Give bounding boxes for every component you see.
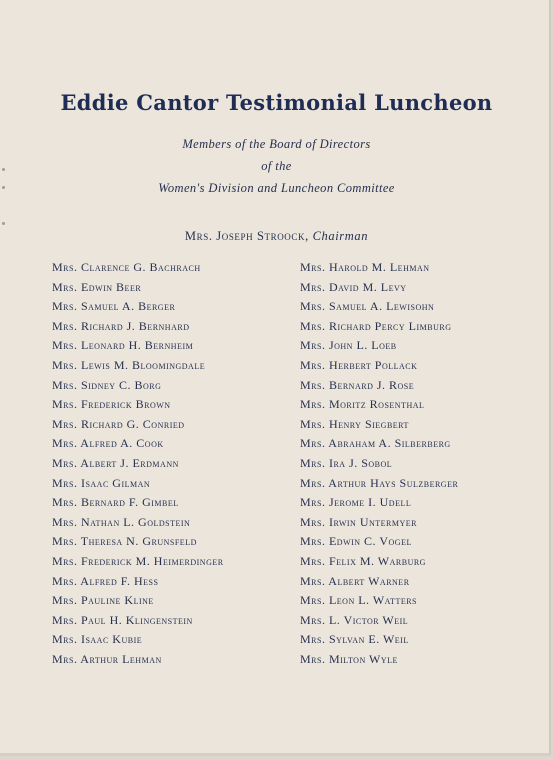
list-item: Mrs. Milton Wyle <box>300 651 398 666</box>
list-item: Mrs. Bernard J. Rose <box>300 377 415 392</box>
list-item: Mrs. Richard G. Conried <box>52 416 185 431</box>
list-item: Mrs. Alfred A. Cook <box>52 436 164 451</box>
list-item: Mrs. Moritz Rosenthal <box>300 397 425 412</box>
list-item: Mrs. Leon L. Watters <box>300 593 418 608</box>
list-item: Mrs. Felix M. Warburg <box>300 553 426 568</box>
list-item: Mrs. Samuel A. Berger <box>52 299 176 314</box>
list-item: Mrs. Bernard F. Gimbel <box>52 495 179 510</box>
list-item: Mrs. Isaac Gilman <box>52 475 151 490</box>
subtitle-of-the: of the <box>261 159 292 173</box>
chairman-line <box>0 229 553 244</box>
subtitle-board: Members of the Board of Directors <box>182 137 371 151</box>
list-item: Mrs. Isaac Kubie <box>52 632 143 647</box>
list-item: Mrs. Leonard H. Bernheim <box>52 338 194 353</box>
page-title: Eddie Cantor Testimonial Luncheon <box>60 90 493 115</box>
list-item: Mrs. David M. Levy <box>300 279 407 294</box>
list-item: Mrs. Richard Percy Limburg <box>300 318 452 333</box>
list-item: Mrs. Nathan L. Goldstein <box>52 514 191 529</box>
list-item: Mrs. Paul H. Klingenstein <box>52 612 193 627</box>
list-item: Mrs. Sylvan E. Weil <box>300 632 409 647</box>
list-item: Mrs. Jerome I. Udell <box>300 495 412 510</box>
list-item: Mrs. Arthur Lehman <box>52 651 162 666</box>
list-item: Mrs. Harold M. Lehman <box>300 260 430 274</box>
list-item: Mrs. Pauline Kline <box>52 593 154 608</box>
list-item: Mrs. Edwin C. Vogel <box>300 534 412 549</box>
list-item: Mrs. Frederick M. Heimerdinger <box>52 553 224 568</box>
list-item: Mrs. Albert J. Erdmann <box>52 455 179 470</box>
list-item: Mrs. Theresa N. Grunsfeld <box>52 534 197 549</box>
chairman-role: Chairman <box>312 229 369 243</box>
list-item: Mrs. Sidney C. Borg <box>52 377 162 392</box>
list-item: Mrs. Samuel A. Lewisohn <box>300 299 435 314</box>
list-item: Mrs. Frederick Brown <box>52 397 171 412</box>
list-item: Mrs. Herbert Pollack <box>300 357 418 372</box>
list-item: Mrs. L. Victor Weil <box>300 612 409 627</box>
list-item: Mrs. John L. Loeb <box>300 338 397 353</box>
chairman-name: Mrs. Joseph Stroock, <box>184 229 309 243</box>
list-item: Mrs. Clarence G. Bachrach <box>52 260 201 274</box>
list-item: Mrs. Ira J. Sobol <box>300 455 393 470</box>
list-item: Mrs. Lewis M. Bloomingdale <box>52 357 206 372</box>
binding-hole-mark <box>2 222 5 225</box>
list-item: Mrs. Abraham A. Silberberg <box>300 436 451 451</box>
list-item: Mrs. Arthur Hays Sulzberger <box>300 475 459 490</box>
list-item: Mrs. Alfred F. Hess <box>52 573 159 588</box>
members-list-right <box>300 258 458 669</box>
list-item: Mrs. Richard J. Bernhard <box>52 318 190 333</box>
list-item: Mrs. Albert Warner <box>300 573 410 588</box>
subtitle-committee: Women's Division and Luncheon Committee <box>158 181 395 195</box>
list-item: Mrs. Irwin Untermyer <box>300 514 418 529</box>
members-list-left <box>52 258 224 669</box>
list-item: Mrs. Henry Siegbert <box>300 416 409 431</box>
list-item: Mrs. Edwin Beer <box>52 279 142 294</box>
